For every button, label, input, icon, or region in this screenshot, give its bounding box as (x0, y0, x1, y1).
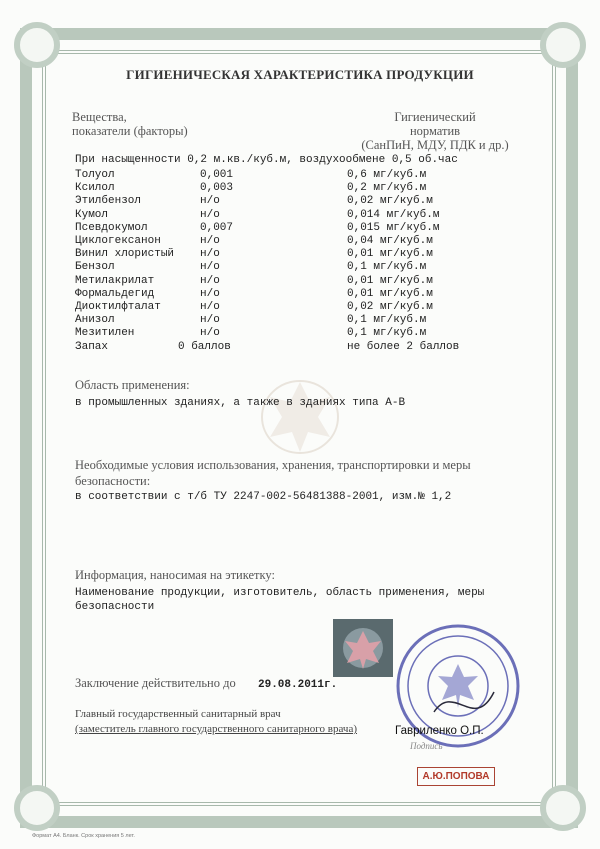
hygienic-norm: 0,02 мг/куб.м (347, 301, 433, 313)
header-text: Гигиенический (394, 110, 476, 124)
substance-name: Этилбензол (75, 195, 142, 208)
signatory-name: Гавриленко О.П. (395, 725, 484, 737)
column-header-norm (340, 110, 530, 152)
table-row (0, 235, 600, 248)
signatory-line: Главный государственный санитарный врач (75, 708, 281, 720)
measured-value: н/о (200, 208, 220, 221)
substance-name: Метилакрилат (75, 274, 155, 287)
substance-name: Диоктилфталат (75, 301, 161, 313)
test-conditions: При насыщенности 0,2 м.кв./куб.м, воздухообмене 0,5 об.час (75, 154, 458, 166)
label-info-value-line2: безопасности (75, 601, 155, 613)
measured-value: 0,001 (200, 169, 234, 181)
measured-value: н/о (200, 301, 220, 313)
table-row (0, 261, 600, 274)
substance-name: Анизол (75, 314, 115, 327)
substance-name: Ксилол (75, 182, 115, 195)
substance-name: Бензол (75, 261, 115, 274)
application-label: Область применения: (75, 378, 190, 392)
substance-name: Кумол (75, 208, 109, 221)
conditions-label-line2: безопасности: (75, 474, 151, 488)
hygienic-norm: 0,1 мг/куб.м (347, 261, 427, 274)
substance-name: Формальдегид (75, 287, 155, 300)
hygienic-norm: 0,015 мг/куб.м (347, 221, 440, 234)
table-row (0, 301, 600, 314)
table-row (0, 275, 600, 288)
table-row (0, 169, 600, 182)
header-text: показатели (факторы) (72, 124, 188, 138)
table-row (0, 248, 600, 261)
hygienic-norm: 0,01 мг/куб.м (347, 248, 433, 261)
hygienic-norm: 0,04 мг/куб.м (347, 235, 433, 247)
substance-name: Псевдокумол (75, 221, 148, 234)
hygienic-norm: не более 2 баллов (347, 340, 460, 353)
measured-value: н/о (200, 261, 220, 274)
hygienic-norm: 0,01 мг/куб.м (347, 287, 433, 300)
substance-name: Мезитилен (75, 327, 135, 340)
hygienic-norm: 0,1 мг/куб.м (347, 314, 427, 327)
eagle-watermark-icon (250, 362, 350, 462)
table-row (0, 195, 600, 208)
substance-name: Винил хлористый (75, 248, 175, 261)
table-row (0, 327, 600, 340)
hygienic-norm: 0,1 мг/куб.м (347, 327, 427, 340)
form-footer: Формат А4. Бланк. Срок хранения 5 лет. (32, 833, 135, 839)
table-row (0, 182, 600, 195)
conditions-value: в соответствии с т/б ТУ 2247-002-56481388-2001, изм.№ 1,2 (75, 491, 452, 503)
substance-name: Запах (75, 340, 109, 353)
measured-value: н/о (200, 235, 220, 247)
corner-ornament-icon (540, 785, 586, 831)
hygienic-norm: 0,2 мг/куб.м (347, 182, 427, 195)
header-text: (СанПиН, МДУ, ПДК и др.) (361, 138, 509, 152)
hygienic-norm: 0,02 мг/куб.м (347, 195, 433, 208)
measured-value: 0,007 (200, 221, 234, 234)
name-stamp: А.Ю.ПОПОВА (417, 767, 495, 786)
document-title: ГИГИЕНИЧЕСКАЯ ХАРАКТЕРИСТИКА ПРОДУКЦИИ (126, 67, 474, 82)
table-row (0, 341, 600, 354)
measured-value: н/о (200, 274, 220, 287)
validity-label: Заключение действительно до (75, 676, 236, 690)
hologram-seal-icon (333, 619, 393, 677)
table-row (0, 288, 600, 301)
measured-value: 0,003 (200, 182, 234, 195)
measured-value: н/о (200, 327, 220, 340)
substance-name: Толуол (75, 169, 115, 181)
hygienic-norm: 0,01 мг/куб.м (347, 274, 433, 287)
measured-value: н/о (200, 287, 220, 300)
conditions-label-line1: Необходимые условия использования, хранения, транспортировки и меры (75, 458, 471, 472)
signatory-title (75, 707, 357, 737)
application-value: в промышленных зданиях, а также в зданиях типа А-В (75, 397, 406, 409)
validity-date: 29.08.2011г. (258, 679, 338, 691)
label-info-label: Информация, наносимая на этикетку: (75, 568, 275, 582)
table-row (0, 314, 600, 327)
table-row (0, 222, 600, 235)
measured-value: н/о (200, 248, 220, 261)
header-text: Вещества, (72, 110, 127, 124)
corner-ornament-icon (14, 22, 60, 68)
measured-value: н/о (200, 314, 220, 327)
hygienic-norm: 0,014 мг/куб.м (347, 208, 440, 221)
label-info-value-line1: Наименование продукции, изготовитель, область применения, меры (75, 587, 485, 599)
substance-name: Циклогексанон (75, 235, 161, 247)
measured-value: н/о (200, 195, 220, 208)
header-text: норматив (409, 124, 461, 138)
column-header-substances (72, 110, 272, 138)
corner-ornament-icon (14, 785, 60, 831)
hygienic-norm: 0,6 мг/куб.м (347, 169, 427, 181)
signature-caption: Подпись (410, 741, 443, 751)
signatory-line: (заместитель главного государственного санитарного врача) (75, 723, 358, 735)
measured-value: 0 баллов (178, 340, 231, 353)
corner-ornament-icon (540, 22, 586, 68)
table-row (0, 209, 600, 222)
